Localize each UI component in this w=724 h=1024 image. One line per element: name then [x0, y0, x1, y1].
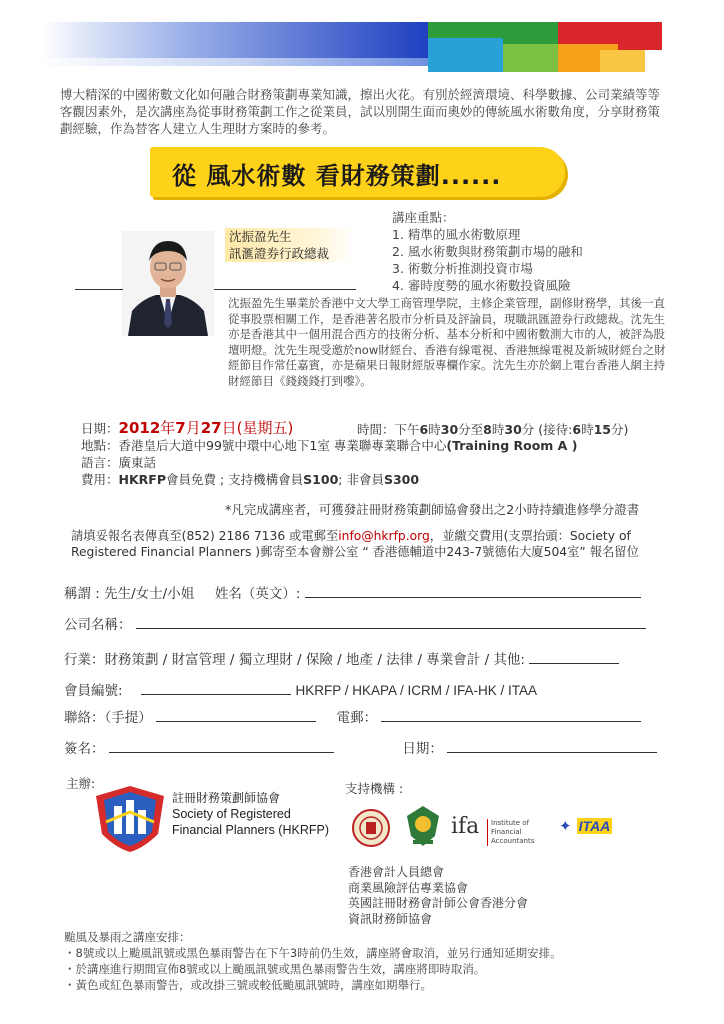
speaker-photo [122, 231, 214, 336]
member-organisation-options[interactable]: HKRFP / HKAPA / ICRM / IFA-HK / ITAA [295, 683, 537, 698]
time-text: 時 [491, 422, 505, 437]
weather-item: ・黃色或紅色暴雨警告，或改掛三號或較低颱風訊號時，講座如期舉行。 [64, 978, 432, 992]
date-day: 27 [200, 419, 222, 437]
time-num: 6 [419, 422, 429, 437]
divider-right [214, 289, 356, 290]
weather-arrangements [64, 929, 684, 993]
form-date-field[interactable] [447, 738, 657, 753]
seminar-title: 從 風水術數 看財務策劃...... [172, 162, 502, 190]
fee-member-org: HKRFP [118, 472, 166, 487]
key-point-item: 4. 審時度勢的風水術數投資風險 [392, 278, 571, 293]
date-day-unit: 日 [221, 419, 237, 437]
venue-value: 香港皇后大道中99號中環中心地下1室 專業聯專業聯合中心 [118, 438, 447, 453]
ifa-logo-icon: ifa [451, 814, 480, 839]
supporter-names [348, 865, 528, 927]
time-label: 時間： [357, 422, 395, 437]
industry-label: 行業：財務策劃 / 財富管理 / 獨立理財 / 保險 / 地產 / 法律 / 專業會計 / 其他: [64, 652, 525, 668]
mobile-label: 聯絡：（手提） [64, 710, 152, 726]
form-row-member [64, 680, 537, 700]
signature-label: 簽名： [64, 741, 105, 757]
organiser-name-en [172, 806, 329, 838]
supporter-logos [345, 802, 645, 852]
supporter-name: 香港會計人員總會 [348, 865, 445, 879]
time-text: 分至 [458, 422, 484, 437]
ifa-logo [451, 814, 561, 844]
organiser-text [172, 790, 329, 838]
time-text: 時 [581, 422, 594, 437]
supporter-name: 資訊財務師協會 [348, 911, 433, 926]
date-label: 日期： [81, 421, 119, 436]
enroll-text: 請填妥報名表傳真至(852) 2186 7136 或電郵至 [71, 529, 339, 543]
speaker-position: 訊滙證券行政總裁 [225, 245, 355, 262]
time-text: 分 (接待: [521, 422, 573, 437]
language-label: 語言： [81, 455, 119, 470]
time-row [357, 420, 628, 438]
company-label: 公司名稱： [64, 617, 132, 633]
signature-field[interactable] [109, 738, 334, 753]
speaker-bio: 沈振盈先生畢業於香港中文大學工商管理學院，主修企業管理，副修財務學，其後一直從事股票相關工作，是香港著名股市分析員及評論員，現職訊匯證券行政總裁。沈先生亦是香港其中一個用混合西方的技術分析、基本分析和中國術數測大市的人，被評為股壇明燈。沈先生現受邀於now財經台、香港有線電視、香港無線電視及新城財經台之財經節目作常任嘉賓，亦是蘋果日報財經版專欄作家。沈先生亦於網上電台香港人網主持財經節目《錢錢錢打到嚟》。 [228, 296, 666, 388]
time-num: 15 [593, 422, 611, 437]
speaker-name: 沈振盈先生 [225, 228, 355, 245]
date-year-unit: 年 [160, 419, 176, 437]
mobile-field[interactable] [156, 707, 316, 722]
itaa-star-icon: ✦ [559, 817, 572, 835]
hkrfp-logo-icon [92, 784, 168, 854]
form-row-industry [64, 649, 619, 669]
company-field[interactable] [136, 614, 646, 629]
intro-paragraph: 博大精深的中國術數文化如何融合財務策劃專業知識，擦出火花。有別於經濟環境、科學數據、公司業績等等客觀因素外，是次講座為從事財務策劃工作之從業員，試以別開生面而奧妙的傳統風水術數角度，分享財務策劃經驗，作為替客人建立人生理財方案時的參考。 [60, 87, 661, 136]
time-text: 時 [428, 422, 441, 437]
key-point-item: 1. 精準的風水術數原理 [392, 227, 521, 242]
enroll-text: ，並繳交費用(支票抬頭：Society of Registered Financial Planners )郵寄至本會辦公室 “ 香港德輔道中243-7號德佑大廈504室” 報名留位 [71, 529, 639, 559]
time-text: 分) [610, 422, 629, 437]
itaa-logo-text: ITAA [578, 818, 611, 834]
key-point-item: 2. 風水術數與財務策劃市場的融和 [392, 244, 583, 259]
organiser-name-en-line2: Financial Planners (HKRFP) [172, 823, 329, 837]
language-row [81, 454, 681, 471]
venue-row [81, 437, 681, 454]
fee-free-text: 會員免費 ; 支持機構會員 [166, 472, 304, 487]
email-label: 電郵： [336, 710, 378, 726]
member-number-field[interactable] [141, 680, 291, 695]
fee-supporter-amount: S100 [303, 472, 339, 487]
ifa-logo-text [487, 819, 561, 846]
date-weekday: (星期五) [236, 419, 294, 437]
time-num: 6 [572, 422, 582, 437]
supporter-name: 商業風險評估專業協會 [348, 880, 469, 895]
header-banner [0, 0, 724, 80]
form-row-name [64, 583, 641, 603]
enrollment-instructions [71, 528, 681, 560]
time-num: 30 [504, 422, 522, 437]
divider-left [75, 289, 123, 290]
email-field[interactable] [381, 707, 641, 722]
industry-other-field[interactable] [529, 649, 619, 664]
fee-nonmember-text: ; 非會員 [338, 472, 384, 487]
hkaa-logo-icon [351, 808, 391, 848]
supporters-label: 支持機構 : [345, 781, 404, 796]
organiser-name-en-line1: Society of Registered [172, 807, 291, 821]
time-text: 下午 [394, 422, 420, 437]
form-row-sign [64, 738, 657, 758]
itaa-logo [559, 816, 619, 840]
fee-nonmember-amount: S300 [383, 472, 420, 487]
organiser-name-zh: 註冊財務策劃師協會 [172, 791, 281, 805]
title-banner [150, 147, 580, 200]
name-field[interactable] [305, 583, 641, 598]
form-date-label: 日期： [402, 741, 443, 757]
date-year: 2012 [118, 419, 161, 437]
risk-assessment-logo-icon [403, 804, 443, 850]
enroll-email-link[interactable]: info@hkrfp.org [338, 529, 430, 543]
form-row-contact [64, 707, 641, 727]
speaker-name-box [225, 228, 355, 266]
member-number-label: 會員編號: [64, 683, 123, 699]
name-label: 姓名（英文）: [214, 586, 301, 602]
supporter-name: 英國註冊財務會計師公會香港分會 [348, 896, 529, 910]
key-points-heading: 講座重點： [392, 210, 455, 225]
venue-label: 地點： [81, 438, 119, 453]
ifa-logo-line1: Institute of [491, 819, 530, 827]
ifa-logo-line2: Financial Accountants [491, 828, 535, 845]
form-row-company [64, 614, 646, 634]
key-point-item: 3. 術數分析推測投資市場 [392, 261, 533, 276]
fee-label: 費用： [81, 472, 119, 487]
weather-item: ・於講座進行期間宣佈8號或以上颱風訊號或黑色暴雨警告生效，講座將即時取消。 [64, 962, 486, 976]
time-num: 8 [483, 422, 492, 437]
venue-room: (Training Room A ) [446, 438, 578, 453]
key-points [392, 209, 692, 294]
fee-row [81, 471, 681, 488]
time-num: 30 [440, 422, 459, 437]
date-month: 7 [175, 419, 186, 437]
salutation-label: 稱謂 : 先生/女士/小姐 [64, 586, 195, 602]
date-month-unit: 月 [185, 419, 201, 437]
weather-heading: 颱風及暴雨之講座安排： [64, 930, 191, 944]
cpd-note: *凡完成講座者，可獲發註冊財務策劃師協會發出之2小時持續進修學分證書 [225, 502, 640, 517]
weather-item: ・8號或以上颱風訊號或黑色暴雨警告在下午3時前仍生效，講座將會取消，並另行通知延期安排。 [64, 946, 562, 960]
language-value: 廣東話 [118, 455, 157, 470]
organiser-label: 主辦: [66, 776, 96, 791]
